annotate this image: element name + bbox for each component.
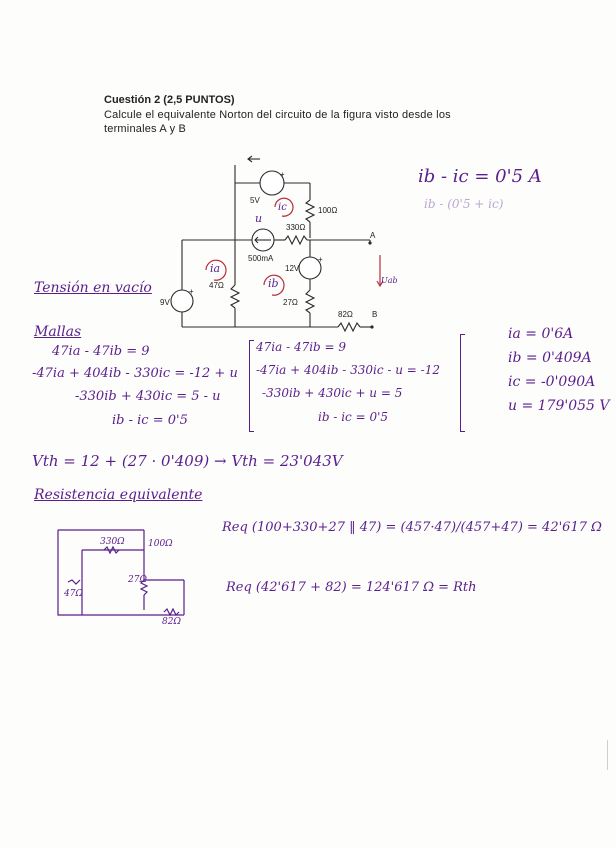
sys1-line-1: 47ia - 47ib = 9: [52, 344, 150, 359]
label-terminal-b: B: [372, 310, 378, 319]
plus-9v: +: [189, 287, 194, 296]
sys2-line-3: -330ib + 430ic + u = 5: [262, 386, 403, 400]
mesh-ib-label: ib: [268, 277, 279, 290]
mesh-ia-label: ia: [210, 262, 221, 275]
label-9v: 9V: [160, 298, 170, 307]
mesh-ic-label: ic: [278, 202, 287, 213]
vth-result: Vth = 12 + (27 · 0'409) → Vth = 23'043V: [32, 452, 343, 470]
scan-edge-mark: [607, 740, 614, 770]
label-100: 100Ω: [318, 206, 338, 215]
label-terminal-a: A: [370, 231, 376, 240]
sys1-line-4: ib - ic = 0'5: [112, 413, 188, 428]
sys2-line-2: -47ia + 404ib - 330ic - u = -12: [256, 363, 440, 377]
result-ic: ic = -0'090A: [508, 374, 596, 390]
sys1-line-3: -330ib + 430ic = 5 - u: [75, 389, 221, 404]
u-label: u: [255, 212, 263, 225]
sketch-82: 82Ω: [162, 617, 181, 625]
sketch-100: 100Ω: [148, 539, 173, 549]
label-27: 27Ω: [283, 298, 298, 307]
sketch-47: 47Ω: [64, 589, 83, 599]
label-47: 47Ω: [209, 281, 224, 290]
label-12v: 12V: [285, 264, 300, 273]
label-82: 82Ω: [338, 310, 353, 319]
result-u: u = 179'055 V: [508, 398, 610, 414]
heading-resistencia: Resistencia equivalente: [34, 487, 203, 503]
results-open-bracket: [460, 334, 465, 432]
eq-ib-ic: ib - ic = 0'5 A: [418, 166, 542, 187]
sys1-line-2: -47ia + 404ib - 330ic = -12 + u: [32, 366, 238, 381]
sketch-330: 330Ω: [100, 537, 125, 547]
circuit-wires: [160, 155, 400, 340]
req-step-2: Req (42'617 + 82) = 124'617 Ω = Rth: [226, 580, 477, 595]
plus-12v: +: [318, 255, 323, 264]
eq-ib-ic-faint: ib - (0'5 + ic): [424, 197, 504, 211]
label-5v: 5V: [250, 196, 260, 205]
uab-label: Uab: [381, 276, 398, 285]
heading-mallas: Mallas: [34, 324, 82, 340]
req-sketch: [44, 520, 204, 625]
sketch-27: 27Ω: [128, 575, 147, 585]
result-ia: ia = 0'6A: [508, 326, 574, 342]
label-500ma: 500mA: [248, 254, 274, 263]
terminal-b-dot: [370, 325, 373, 328]
result-ib: ib = 0'409A: [508, 350, 592, 366]
sys2-line-1: 47ia - 47ib = 9: [256, 340, 347, 354]
heading-tension-vacio: Tensión en vacío: [34, 280, 152, 296]
question-text: Calcule el equivalente Norton del circuito de la figura visto desde los terminales A y B: [104, 109, 451, 135]
plus-5v: +: [280, 170, 285, 179]
question-title: Cuestión 2 (2,5 PUNTOS): [104, 94, 235, 106]
req-step-1: Req (100+330+27 ‖ 47) = (457·47)/(457+47) = 42'617 Ω: [222, 520, 602, 535]
label-330: 330Ω: [286, 223, 306, 232]
sys2-line-4: ib - ic = 0'5: [318, 410, 389, 424]
sys2-open-bracket: [249, 340, 254, 432]
terminal-a-dot: [368, 241, 371, 244]
